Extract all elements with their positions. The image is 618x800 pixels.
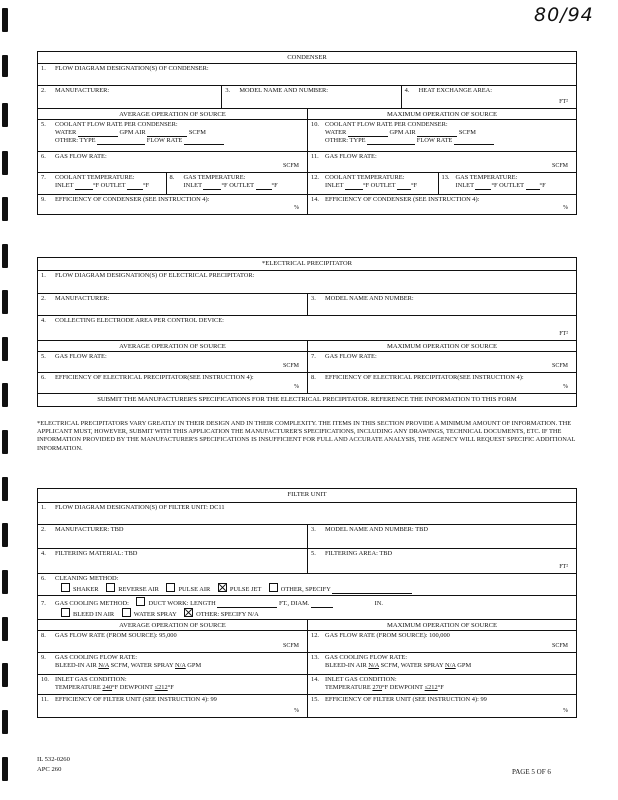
- filter-area-field[interactable]: 5. FILTERING AREA: TBD FT²: [307, 549, 576, 573]
- filter-section: [37, 488, 577, 718]
- reverse-air-checkbox[interactable]: [106, 583, 115, 592]
- apc-number: APC 260: [37, 766, 62, 773]
- binding-mark: [2, 151, 8, 175]
- binding-mark: [2, 477, 8, 501]
- bleed-in-air-checkbox[interactable]: [61, 608, 70, 617]
- binding-mark: [2, 523, 8, 547]
- condenser-gas-temp-max[interactable]: 13. GAS TEMPERATURE: INLET °F OUTLET °F: [438, 173, 576, 194]
- precipitator-avg-header: AVERAGE OPERATION OF SOURCE: [119, 343, 226, 350]
- binding-mark: [2, 570, 8, 594]
- condenser-coolant-temp-avg[interactable]: 7. COOLANT TEMPERATURE: INLET °F OUTLET °F: [41, 174, 150, 189]
- filter-gas-cooling-method: 7. GAS COOLING METHOD: DUCT WORK: LENGTH FT., DIAM. IN. BLEED IN AIR WATER SPRAY OTHER: SPECIFY N/A: [38, 596, 576, 619]
- binding-mark: [2, 663, 8, 687]
- filter-max-header: MAXIMUM OPERATION OF SOURCE: [307, 620, 576, 630]
- filter-title: FILTER UNIT: [287, 491, 327, 498]
- filter-efficiency-max[interactable]: 15. EFFICIENCY OF FILTER UNIT (SEE INSTRUCTION 4): 99 %: [307, 695, 576, 717]
- pulse-air-checkbox[interactable]: [166, 583, 175, 592]
- condenser-efficiency-max[interactable]: 14. EFFICIENCY OF CONDENSER (SEE INSTRUCTION 4): %: [307, 195, 576, 214]
- precipitator-gas-flow-avg[interactable]: 5. GAS FLOW RATE: SCFM: [41, 353, 299, 369]
- condenser-coolant-flow-avg[interactable]: 5. COOLANT FLOW RATE PER CONDENSER: WATER GPM AIR SCFM OTHER: TYPE FLOW RATE: [38, 120, 307, 151]
- precipitator-title: *ELECTRICAL PRECIPITATOR: [261, 260, 353, 267]
- precipitator-gas-flow-max[interactable]: 7. GAS FLOW RATE: SCFM: [307, 352, 576, 372]
- precipitator-model-field[interactable]: 3. MODEL NAME AND NUMBER:: [307, 294, 576, 315]
- precipitator-efficiency-max[interactable]: 8. EFFICIENCY OF ELECTRICAL PRECIPITATOR(SEE INSTRUCTION 4): %: [307, 373, 576, 393]
- binding-mark: [2, 197, 8, 221]
- form-id: IL 532-0260: [37, 756, 70, 763]
- condenser-gas-flow-max[interactable]: 11. GAS FLOW RATE: SCFM: [307, 152, 576, 172]
- filter-cooling-flow-avg[interactable]: 9. GAS COOLING FLOW RATE: BLEED-IN AIR N/A SCFM, WATER SPRAY N/A GPM: [41, 654, 202, 669]
- filter-cooling-flow-max[interactable]: 13. GAS COOLING FLOW RATE: BLEED-IN AIR N/A SCFM, WATER SPRAY N/A GPM: [307, 653, 576, 674]
- filter-inlet-gas-max[interactable]: 14. INLET GAS CONDITION: TEMPERATURE 270°F DEWPOINT ≤212°F: [307, 675, 576, 694]
- binding-mark: [2, 103, 8, 127]
- handwritten-page-number: 80/94: [534, 4, 594, 26]
- precipitator-submit-instruction: SUBMIT THE MANUFACTURER'S SPECIFICATIONS FOR THE ELECTRICAL PRECIPITATOR. REFERENCE THE INFORMATION TO THIS FORM: [97, 396, 517, 403]
- precipitator-max-header: MAXIMUM OPERATION OF SOURCE: [307, 341, 576, 351]
- binding-mark: [2, 617, 8, 641]
- condenser-coolant-flow-max[interactable]: 10. COOLANT FLOW RATE PER CONDENSER: WATER GPM AIR SCFM OTHER: TYPE FLOW RATE: [307, 120, 576, 151]
- condenser-flow-diagram-field[interactable]: 1. FLOW DIAGRAM DESIGNATION(S) OF CONDENSER:: [41, 65, 209, 72]
- precipitator-section: [37, 257, 577, 407]
- binding-mark: [2, 244, 8, 268]
- filter-gas-flow-avg[interactable]: 8. GAS FLOW RATE (FROM SOURCE): 95,000 SCFM: [41, 632, 299, 649]
- binding-mark: [2, 290, 8, 314]
- filter-inlet-gas-avg[interactable]: 10. INLET GAS CONDITION: TEMPERATURE 240°F DEWPOINT ≤212°F: [41, 676, 174, 691]
- filter-cleaning-method: 6. CLEANING METHOD: SHAKER REVERSE AIR PULSE AIR PULSE JET OTHER, SPECIFY: [38, 574, 576, 595]
- filter-model-field[interactable]: 3. MODEL NAME AND NUMBER: TBD: [307, 525, 576, 548]
- condenser-coolant-temp-max[interactable]: 12. COOLANT TEMPERATURE: INLET °F OUTLET °F: [307, 173, 438, 194]
- precipitator-note: *ELECTRICAL PRECIPITATORS VARY GREATLY IN THEIR DESIGN AND IN THEIR COMPLEXITY. THE ITEMS IN THIS SECTION PROVIDE A MINIMUM AMOUNT OF INFORMATION. THE APPLICANT MUST, HOWEVER, SUBMIT WITH THIS APPLICATION THE MANUFACTURER'S SPECIFICATIONS, INCLUDING ANY DRAWINGS, TECHNICAL DOCUMENTS, ETC. IF THE INFORMATION PROVIDED BY THE MANUFACTURER'S SPECIFICATIONS IS INSUFFICIENT FOR FULL AND ACCURATE ANALYSIS, THE AGENCY WILL REQUEST SPECIFIC ADDITIONAL INFORMATION.: [37, 420, 576, 452]
- condenser-heat-exchange-field[interactable]: 4. HEAT EXCHANGE AREA: FT²: [401, 86, 576, 108]
- filter-efficiency-avg[interactable]: 11. EFFICIENCY OF FILTER UNIT (SEE INSTRUCTION 4): 99 %: [41, 696, 299, 714]
- filter-avg-header: AVERAGE OPERATION OF SOURCE: [119, 622, 226, 629]
- binding-mark: [2, 430, 8, 454]
- precipitator-electrode-area-field[interactable]: 4. COLLECTING ELECTRODE AREA PER CONTROL DEVICE: FT²: [41, 317, 568, 337]
- precipitator-manufacturer-field[interactable]: 2. MANUFACTURER:: [41, 295, 110, 302]
- page-number: PAGE 5 OF 6: [512, 768, 551, 776]
- condenser-max-header: MAXIMUM OPERATION OF SOURCE: [307, 109, 576, 119]
- binding-mark: [2, 55, 8, 77]
- binding-mark: [2, 383, 8, 407]
- binding-mark: [2, 757, 8, 781]
- shaker-checkbox[interactable]: [61, 583, 70, 592]
- duct-work-checkbox[interactable]: [136, 597, 145, 606]
- precipitator-flow-diagram-field[interactable]: 1. FLOW DIAGRAM DESIGNATION(S) OF ELECTRICAL PRECIPITATOR:: [41, 272, 255, 279]
- pulse-jet-checkbox[interactable]: [218, 583, 227, 592]
- condenser-gas-temp-avg[interactable]: 8. GAS TEMPERATURE: INLET °F OUTLET °F: [166, 173, 307, 194]
- binding-mark: [2, 337, 8, 361]
- condenser-model-field[interactable]: 3. MODEL NAME AND NUMBER:: [221, 86, 400, 108]
- filter-flow-diagram-field[interactable]: 1. FLOW DIAGRAM DESIGNATION(S) OF FILTER UNIT: DC11: [41, 504, 225, 511]
- condenser-efficiency-avg[interactable]: 9. EFFICIENCY OF CONDENSER (SEE INSTRUCTION 4): %: [41, 196, 299, 211]
- other-cooling-checkbox[interactable]: [184, 608, 193, 617]
- other-cleaning-checkbox[interactable]: [269, 583, 278, 592]
- condenser-manufacturer-field[interactable]: 2. MANUFACTURER:: [41, 87, 110, 94]
- condenser-gas-flow-avg[interactable]: 6. GAS FLOW RATE: SCFM: [41, 153, 299, 169]
- condenser-title: CONDENSER: [287, 54, 327, 61]
- precipitator-efficiency-avg[interactable]: 6. EFFICIENCY OF ELECTRICAL PRECIPITATOR(SEE INSTRUCTION 4): %: [41, 374, 299, 390]
- condenser-avg-header: AVERAGE OPERATION OF SOURCE: [119, 111, 226, 118]
- condenser-section: [37, 51, 577, 215]
- filter-manufacturer-field[interactable]: 2. MANUFACTURER: TBD: [41, 526, 124, 533]
- binding-mark: [2, 710, 8, 734]
- filter-gas-flow-max[interactable]: 12. GAS FLOW RATE (FROM SOURCE): 100,000 SCFM: [307, 631, 576, 652]
- water-spray-checkbox[interactable]: [122, 608, 131, 617]
- filter-material-field[interactable]: 4. FILTERING MATERIAL: TBD: [41, 550, 138, 557]
- binding-mark: [2, 8, 8, 32]
